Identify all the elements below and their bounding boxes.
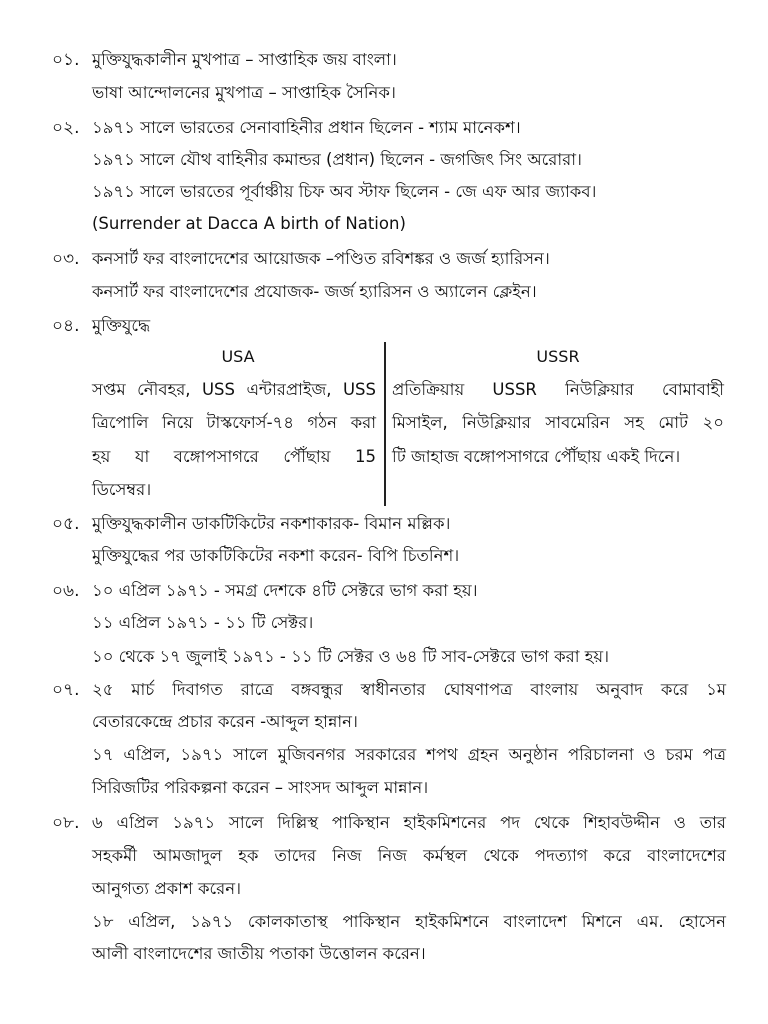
table-cell-line: প্রতিক্রিয়ায় USSR নিউক্লিয়ার বোমাবাহী — [392, 380, 724, 399]
item-line: আলী বাংলাদেশের জাতীয় পতাকা উত্তোলন করেন। — [92, 944, 426, 963]
item-line: ১০ থেকে ১৭ জুলাই ১৯৭১ - ১১ টি সেক্টর ও ৬৪ টি সাব-সেক্টরে ভাগ করা হয়। — [92, 647, 610, 666]
table-cell-line: ডিসেম্বর। — [92, 480, 152, 499]
item-line: সিরিজটির পরিকল্পনা করেন – সাংসদ আব্দুল মান্নান। — [92, 778, 429, 797]
item-number: ০৮. — [52, 813, 80, 833]
item-line: মুক্তিযুদ্ধকালীন ডাকটিকিটের নকশাকারক- বিমান মল্লিক। — [92, 514, 451, 533]
item-line: ১৮ এপ্রিল, ১৯৭১ কোলকাতাস্থ পাকিস্থান হাইকমিশনে বাংলাদেশ মিশনে এম. হোসেন — [92, 912, 726, 931]
item-line: ১৭ এপ্রিল, ১৯৭১ সালে মুজিবনগর সরকারের শপথ গ্রহন অনুষ্ঠান পরিচালনা ও চরম পত্র — [92, 745, 726, 764]
item-line: ১০ এপ্রিল ১৯৭১ - সমগ্র দেশকে ৪টি সেক্টরে ভাগ করা হয়। — [92, 581, 478, 600]
table-cell-line: ত্রিপোলি নিয়ে টাস্কফোর্স-৭৪ গঠন করা — [92, 413, 376, 432]
item-line: আনুগত্য প্রকাশ করেন। — [92, 879, 241, 898]
item-line: মুক্তিযুদ্ধকালীন মুখপাত্র – সাপ্তাহিক জয় বাংলা। — [92, 50, 397, 69]
table-header-ussr: USSR — [536, 347, 580, 366]
item-line: কনসার্ট ফর বাংলাদেশের প্রযোজক- জর্জ হ্যারিসন ও অ্যালেন ক্লেইন। — [92, 282, 537, 301]
item-number: ০২. — [52, 118, 80, 138]
item-line: ভাষা আন্দোলনের মুখপাত্র – সাপ্তাহিক সৈনিক। — [92, 83, 396, 102]
item-line: ১১ এপ্রিল ১৯৭১ - ১১ টি সেক্টর। — [92, 613, 314, 632]
item-number: ০৪. — [52, 316, 80, 336]
item-line: ২৫ মার্চ দিবাগত রাত্রে বঙ্গবন্ধুর স্বাধীনতার ঘোষণাপত্র বাংলায় অনুবাদ করে ১ম — [92, 680, 726, 699]
table-cell-line: হয় যা বঙ্গোপসাগরে পৌঁছায় 15 — [92, 447, 376, 466]
item-line: (Surrender at Dacca A birth of Nation) — [92, 214, 406, 233]
item-number: ০৭. — [52, 680, 80, 700]
item-number: ০১. — [52, 50, 80, 70]
item-line: ১৯৭১ সালে ভারতের পূর্বাঞ্চীয় চিফ অব স্টাফ ছিলেন - জে এফ আর জ্যাকব। — [92, 182, 597, 201]
item-line: সহকর্মী আমজাদুল হক তাদের নিজ নিজ কর্মস্থল থেকে পদত্যাগ করে বাংলাদেশের — [92, 846, 726, 865]
table-header-usa: USA — [221, 347, 255, 366]
item-line: মুক্তিযুদ্ধের পর ডাকটিকিটের নকশা করেন- বিপি চিতনিশ। — [92, 546, 460, 565]
item-number: ০৬. — [52, 581, 80, 601]
item-number: ০৫. — [52, 514, 80, 534]
item-line: মুক্তিযুদ্ধে — [92, 316, 151, 335]
table-cell-line: সপ্তম নৌবহর, USS এন্টারপ্রাইজ, USS — [92, 380, 376, 399]
item-line: ১৯৭১ সালে যৌথ বাহিনীর কমান্ডর (প্রধান) ছিলেন - জগজিৎ সিং অরোরা। — [92, 150, 582, 169]
table-cell-line: মিসাইল, নিউক্লিয়ার সাবমেরিন সহ মোট ২০ — [392, 413, 724, 432]
item-line: ৬ এপ্রিল ১৯৭১ সালে দিল্লিস্থ পাকিস্থান হাইকমিশনের পদ থেকে শিহাবউদ্দীন ও তার — [92, 813, 726, 832]
table-divider — [384, 342, 386, 506]
item-line: ১৯৭১ সালে ভারতের সেনাবাহিনীর প্রধান ছিলেন - শ্যাম মানেকশ। — [92, 118, 521, 137]
item-number: ০৩. — [52, 249, 80, 269]
table-cell-line: টি জাহাজ বঙ্গোপসাগরে পৌঁছায় একই দিনে। — [392, 447, 681, 466]
item-line: কনসার্ট ফর বাংলাদেশের আয়োজক –পণ্ডিত রবিশঙ্কর ও জর্জ হ্যারিসন। — [92, 249, 550, 268]
item-line: বেতারকেন্দ্রে প্রচার করেন -আব্দুল হান্নান। — [92, 712, 358, 731]
